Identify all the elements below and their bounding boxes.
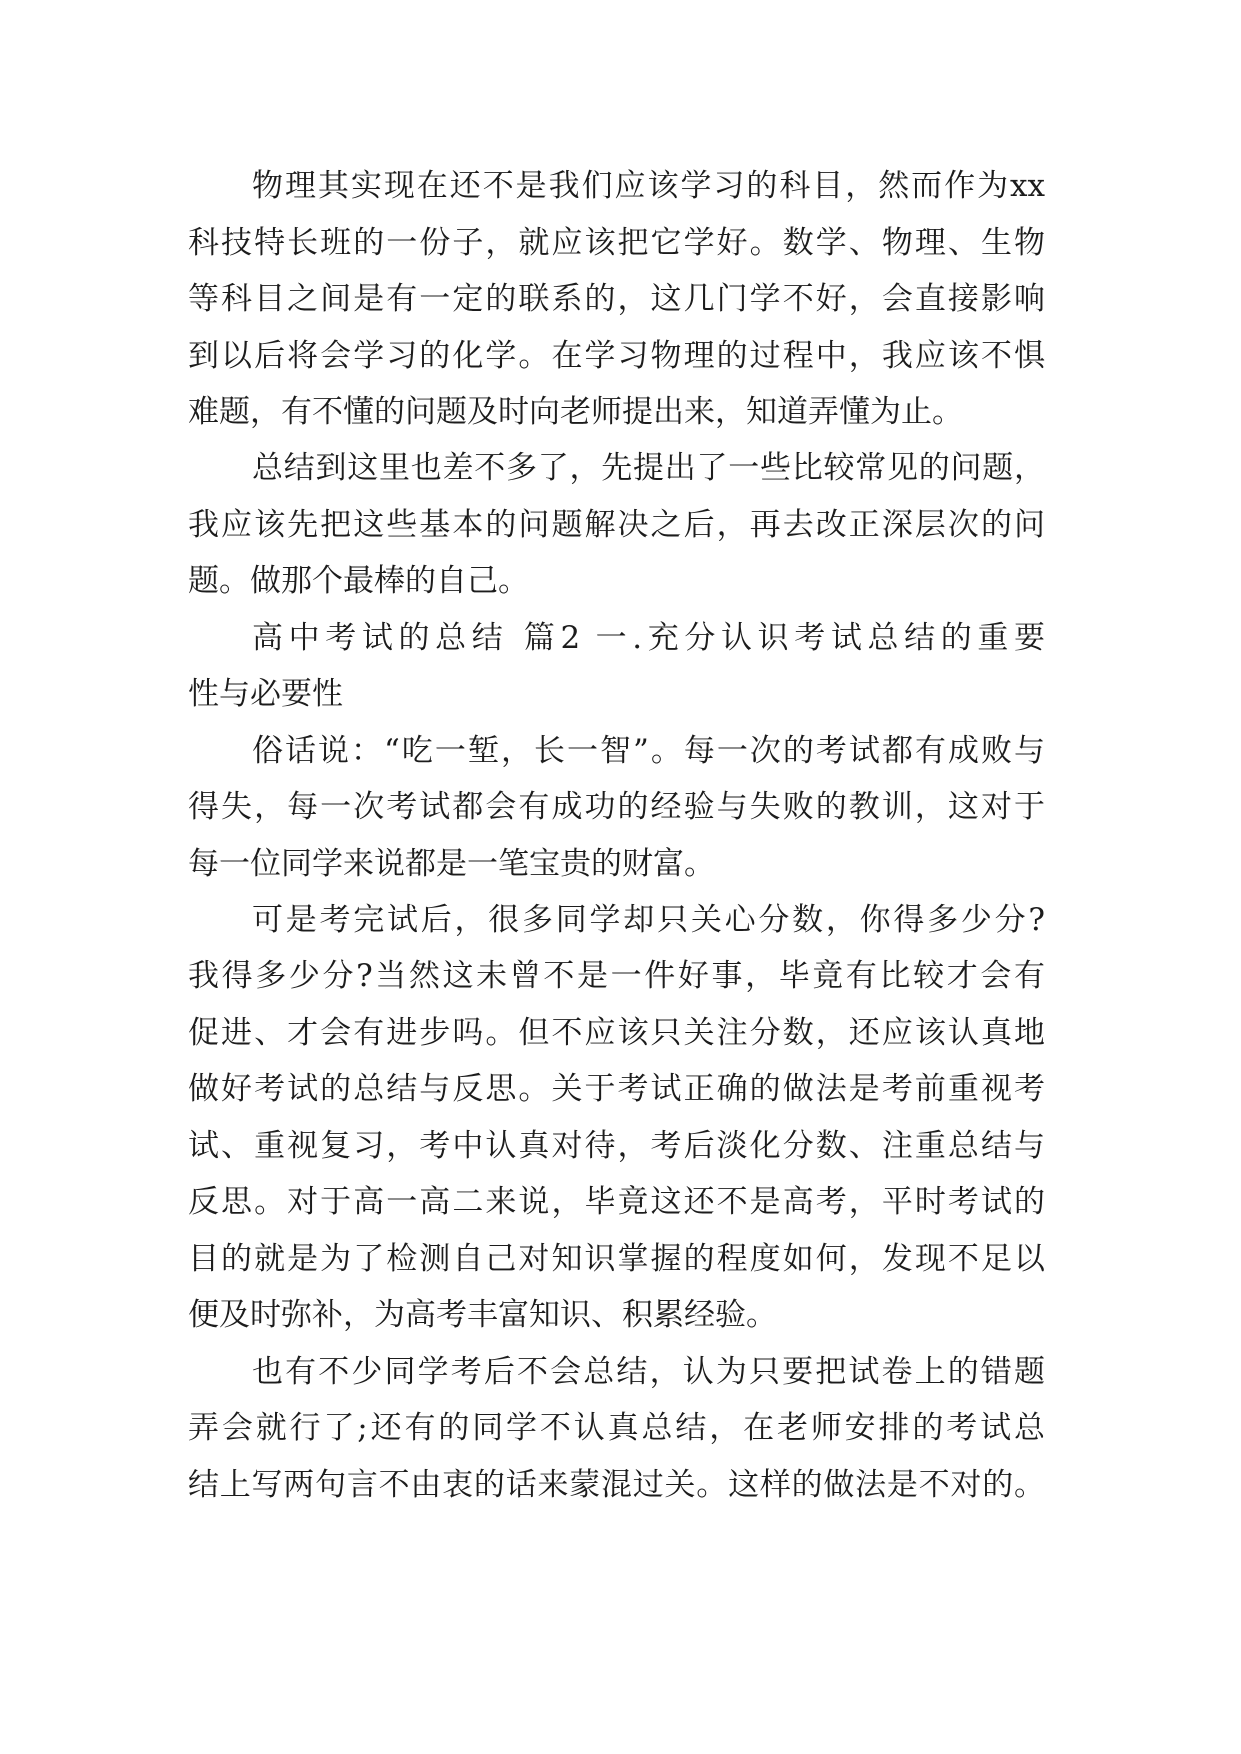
text-line: 结上写两句言不由衷的话来蒙混过关。这样的做法是不对的。 xyxy=(188,1467,1045,1503)
text-line: 促进、才会有进步吗。但不应该只关注分数，还应该认真地 xyxy=(188,1015,1045,1051)
text-line: 弄会就行了;还有的同学不认真总结，在老师安排的考试总 xyxy=(188,1410,1045,1446)
section-heading-line: 性与必要性 xyxy=(188,676,343,712)
text-line: 等科目之间是有一定的联系的，这几门学不好，会直接影响 xyxy=(188,281,1045,317)
text-line: 反思。对于高一高二来说，毕竟这还不是高考，平时考试的 xyxy=(188,1184,1045,1220)
text-line: 目的就是为了检测自己对知识掌握的程度如何，发现不足以 xyxy=(188,1241,1045,1277)
text-line: 也有不少同学考后不会总结，认为只要把试卷上的错题 xyxy=(252,1354,1045,1390)
text-line: 科技特长班的一份子，就应该把它学好。数学、物理、生物 xyxy=(188,225,1045,261)
text-line: 可是考完试后，很多同学却只关心分数，你得多少分? xyxy=(252,902,1045,938)
text-line: 每一位同学来说都是一笔宝贵的财富。 xyxy=(188,846,715,882)
text-line: 试、重视复习，考中认真对待，考后淡化分数、注重总结与 xyxy=(188,1128,1045,1164)
text-line: 总结到这里也差不多了，先提出了一些比较常见的问题， xyxy=(252,450,1045,486)
text-line: 我应该先把这些基本的问题解决之后，再去改正深层次的问 xyxy=(188,507,1045,543)
text-line: 到以后将会学习的化学。在学习物理的过程中，我应该不惧 xyxy=(188,338,1045,374)
text-line: 做好考试的总结与反思。关于考试正确的做法是考前重视考 xyxy=(188,1071,1045,1107)
text-line: 我得多少分?当然这未曾不是一件好事，毕竟有比较才会有 xyxy=(188,958,1045,994)
text-line: 难题，有不懂的问题及时向老师提出来，知道弄懂为止。 xyxy=(188,394,963,430)
text-line: 俗话说：“吃一堑，长一智”。每一次的考试都有成败与 xyxy=(252,733,1045,769)
text-line: 物理其实现在还不是我们应该学习的科目，然而作为xx xyxy=(252,168,1045,204)
section-heading-line: 高中考试的总结 篇2 一.充分认识考试总结的重要 xyxy=(252,620,1045,656)
text-line: 得失，每一次考试都会有成功的经验与失败的教训，这对于 xyxy=(188,789,1045,825)
text-line: 便及时弥补，为高考丰富知识、积累经验。 xyxy=(188,1297,777,1333)
text-line: 题。做那个最棒的自己。 xyxy=(188,563,529,599)
